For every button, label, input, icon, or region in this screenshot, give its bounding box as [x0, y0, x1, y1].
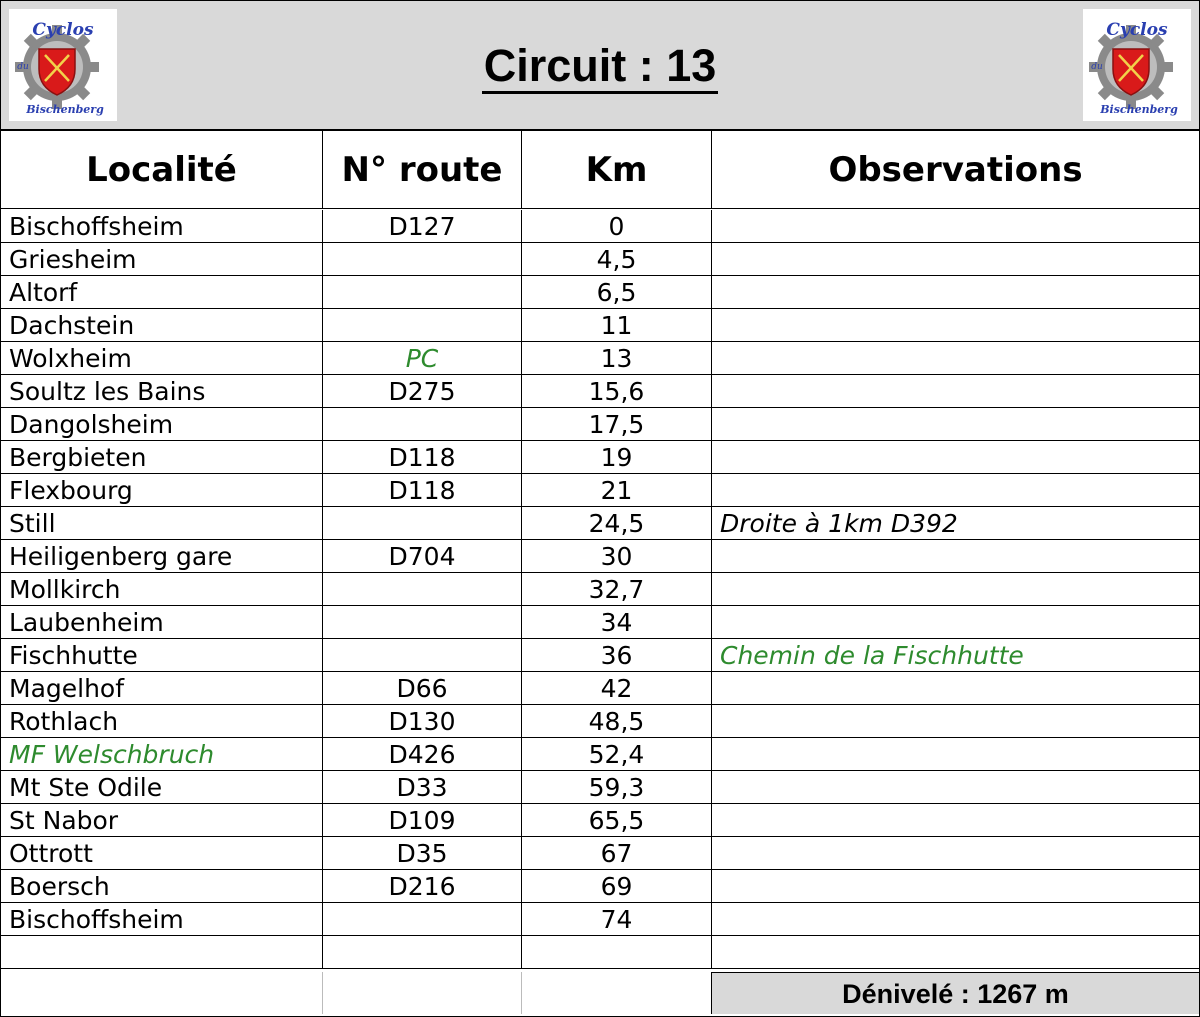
cell-localite: St Nabor: [1, 804, 323, 837]
cell-km: 69: [522, 870, 712, 903]
cell-observations: [712, 738, 1199, 771]
table-row: [1, 705, 1199, 738]
logo-text-top: Cyclos: [32, 20, 94, 40]
cell-observations: [712, 309, 1199, 342]
cell-km: 6,5: [522, 276, 712, 309]
cell-km: [522, 936, 712, 969]
cell-observations: [712, 441, 1199, 474]
table-row: [1, 276, 1199, 309]
cell-km: 21: [522, 474, 712, 507]
cell-localite: Bischoffsheim: [1, 210, 323, 243]
cell-localite: Altorf: [1, 276, 323, 309]
cell-observations: [712, 804, 1199, 837]
table-row: [1, 672, 1199, 705]
footer-empty-cell: [522, 972, 712, 1014]
table-row: [1, 804, 1199, 837]
cell-route: D118: [323, 474, 522, 507]
cell-km: 19: [522, 441, 712, 474]
cell-localite: Bischoffsheim: [1, 903, 323, 936]
cell-localite: MF Welschbruch: [1, 738, 323, 771]
logo-text-bottom: Bischenberg: [26, 103, 104, 116]
table-row: [1, 441, 1199, 474]
table-row: [1, 210, 1199, 243]
elevation-gain: Dénivelé : 1267 m: [712, 972, 1199, 1014]
cell-route: [323, 903, 522, 936]
cell-localite: Boersch: [1, 870, 323, 903]
cell-route: [323, 573, 522, 606]
cell-km: 34: [522, 606, 712, 639]
cell-localite: Heiligenberg gare: [1, 540, 323, 573]
cell-observations: [712, 210, 1199, 243]
cell-localite: Wolxheim: [1, 342, 323, 375]
cell-route: D127: [323, 210, 522, 243]
cell-km: 48,5: [522, 705, 712, 738]
cell-observations: [712, 342, 1199, 375]
cell-localite: [1, 936, 323, 969]
cell-km: 52,4: [522, 738, 712, 771]
cell-localite: Bergbieten: [1, 441, 323, 474]
cell-observations: [712, 936, 1199, 969]
cell-localite: Laubenheim: [1, 606, 323, 639]
footer-empty-cell: [1, 972, 323, 1014]
table-row: [1, 870, 1199, 903]
cell-observations: [712, 903, 1199, 936]
cell-observations: Chemin de la Fischhutte: [712, 639, 1199, 672]
cell-route: [323, 606, 522, 639]
table-row: [1, 342, 1199, 375]
table-row: [1, 408, 1199, 441]
cell-km: 36: [522, 639, 712, 672]
cell-localite: Magelhof: [1, 672, 323, 705]
table-row: [1, 309, 1199, 342]
cell-km: 42: [522, 672, 712, 705]
column-header-localite: Localité: [1, 131, 323, 209]
cell-observations: [712, 672, 1199, 705]
cell-km: 67: [522, 837, 712, 870]
column-header-km: Km: [522, 131, 712, 209]
cell-observations: [712, 837, 1199, 870]
footer-row: [1, 972, 1199, 1015]
title-bar: [1, 1, 1199, 131]
cell-observations: [712, 705, 1199, 738]
cell-localite: Ottrott: [1, 837, 323, 870]
cell-route: D704: [323, 540, 522, 573]
cell-route: D109: [323, 804, 522, 837]
cell-km: 65,5: [522, 804, 712, 837]
cell-observations: [712, 771, 1199, 804]
table-row: [1, 639, 1199, 672]
cell-route: [323, 309, 522, 342]
cell-localite: Still: [1, 507, 323, 540]
cell-route: [323, 243, 522, 276]
table-row: [1, 375, 1199, 408]
cell-observations: [712, 243, 1199, 276]
cell-observations: [712, 276, 1199, 309]
cell-localite: Flexbourg: [1, 474, 323, 507]
table-row: [1, 606, 1199, 639]
table-row: [1, 903, 1199, 936]
column-header-observations: Observations: [712, 131, 1199, 209]
table-row: [1, 738, 1199, 771]
cell-km: 74: [522, 903, 712, 936]
cell-km: 0: [522, 210, 712, 243]
page-title: [1, 39, 1199, 93]
cell-localite: Dangolsheim: [1, 408, 323, 441]
cell-km: 11: [522, 309, 712, 342]
club-logo-right: [1083, 9, 1191, 121]
logo-text-top: Cyclos: [1106, 20, 1168, 40]
cell-localite: Rothlach: [1, 705, 323, 738]
cell-observations: [712, 408, 1199, 441]
cell-route: [323, 936, 522, 969]
table-row: [1, 771, 1199, 804]
cell-observations: [712, 870, 1199, 903]
cell-route: [323, 639, 522, 672]
logo-text-mid: du: [1091, 62, 1103, 72]
cell-localite: Griesheim: [1, 243, 323, 276]
cell-route: PC: [323, 342, 522, 375]
logo-text-bottom: Bischenberg: [1100, 103, 1178, 116]
cell-observations: [712, 540, 1199, 573]
table-row: [1, 837, 1199, 870]
cell-km: 13: [522, 342, 712, 375]
cell-km: 24,5: [522, 507, 712, 540]
table-row: [1, 936, 1199, 969]
cell-route: D66: [323, 672, 522, 705]
table-row: [1, 474, 1199, 507]
table-row: [1, 243, 1199, 276]
cell-observations: [712, 606, 1199, 639]
cell-observations: [712, 474, 1199, 507]
table-row: [1, 540, 1199, 573]
table-row: [1, 573, 1199, 606]
cell-observations: Droite à 1km D392: [712, 507, 1199, 540]
column-header-route: N° route: [323, 131, 522, 209]
title-text: Circuit : 13: [482, 40, 719, 94]
cell-route: D130: [323, 705, 522, 738]
cell-observations: [712, 573, 1199, 606]
cell-route: D118: [323, 441, 522, 474]
table-row: [1, 507, 1199, 540]
cell-km: 15,6: [522, 375, 712, 408]
cell-route: D33: [323, 771, 522, 804]
cell-localite: Soultz les Bains: [1, 375, 323, 408]
cell-km: 59,3: [522, 771, 712, 804]
cell-route: D426: [323, 738, 522, 771]
cell-route: D275: [323, 375, 522, 408]
cell-km: 30: [522, 540, 712, 573]
cell-route: D216: [323, 870, 522, 903]
cell-km: 32,7: [522, 573, 712, 606]
cell-localite: Dachstein: [1, 309, 323, 342]
cell-route: [323, 507, 522, 540]
cell-localite: Mollkirch: [1, 573, 323, 606]
cell-localite: Mt Ste Odile: [1, 771, 323, 804]
cell-km: 4,5: [522, 243, 712, 276]
cell-km: 17,5: [522, 408, 712, 441]
cell-route: [323, 408, 522, 441]
cell-observations: [712, 375, 1199, 408]
footer-empty-cell: [323, 972, 522, 1014]
cell-localite: Fischhutte: [1, 639, 323, 672]
logo-text-mid: du: [17, 62, 29, 72]
cell-route: [323, 276, 522, 309]
cell-route: D35: [323, 837, 522, 870]
